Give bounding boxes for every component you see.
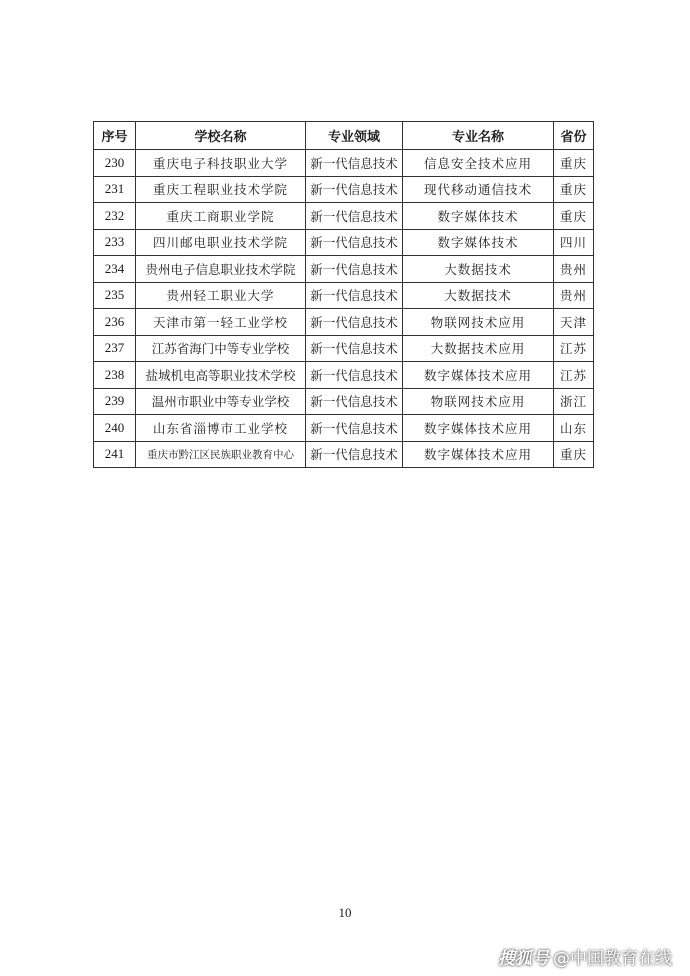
cell-province: 贵州 [554,282,594,309]
cell-major: 物联网技术应用 [403,309,554,336]
table-row [94,309,594,336]
cell-field: 新一代信息技术 [306,229,403,256]
cell-major: 大数据技术应用 [403,335,554,362]
cell-no: 236 [94,309,136,336]
watermark-text: @中国教育在线 [553,949,672,969]
cell-field: 新一代信息技术 [306,150,403,177]
table-row [94,229,594,256]
cell-no: 230 [94,150,136,177]
table-row [94,362,594,389]
table-row [94,388,594,415]
cell-field: 新一代信息技术 [306,309,403,336]
table-row [94,415,594,442]
cell-no: 238 [94,362,136,389]
cell-school: 天津市第一轻工业学校 [136,309,306,336]
cell-province: 天津 [554,309,594,336]
cell-no: 241 [94,441,136,468]
header-field: 专业领域 [306,122,403,150]
cell-school: 重庆工程职业技术学院 [136,176,306,203]
cell-province: 山东 [554,415,594,442]
cell-field: 新一代信息技术 [306,441,403,468]
cell-school: 江苏省海门中等专业学校 [136,335,306,362]
cell-major: 数字媒体技术应用 [403,415,554,442]
table-row [94,256,594,283]
cell-major: 数字媒体技术 [403,229,554,256]
cell-no: 240 [94,415,136,442]
cell-major: 现代移动通信技术 [403,176,554,203]
cell-major: 信息安全技术应用 [403,150,554,177]
cell-school: 贵州轻工职业大学 [136,282,306,309]
cell-no: 234 [94,256,136,283]
cell-major: 数字媒体技术 [403,203,554,230]
cell-field: 新一代信息技术 [306,203,403,230]
cell-school: 山东省淄博市工业学校 [136,415,306,442]
cell-school: 四川邮电职业技术学院 [136,229,306,256]
watermark-brand: 搜狐号 [498,949,549,969]
header-province: 省份 [554,122,594,150]
table-row [94,203,594,230]
watermark [498,944,672,969]
cell-province: 重庆 [554,150,594,177]
cell-school: 贵州电子信息职业技术学院 [136,256,306,283]
cell-school: 盐城机电高等职业技术学校 [136,362,306,389]
table-row [94,150,594,177]
cell-school: 温州市职业中等专业学校 [136,388,306,415]
cell-province: 浙江 [554,388,594,415]
school-list-table [93,121,594,468]
cell-province: 贵州 [554,256,594,283]
cell-field: 新一代信息技术 [306,415,403,442]
cell-field: 新一代信息技术 [306,335,403,362]
cell-field: 新一代信息技术 [306,282,403,309]
header-school: 学校名称 [136,122,306,150]
cell-no: 231 [94,176,136,203]
cell-field: 新一代信息技术 [306,388,403,415]
cell-school: 重庆电子科技职业大学 [136,150,306,177]
cell-no: 235 [94,282,136,309]
cell-province: 重庆 [554,441,594,468]
cell-major: 物联网技术应用 [403,388,554,415]
cell-major: 大数据技术 [403,282,554,309]
cell-no: 233 [94,229,136,256]
cell-province: 重庆 [554,203,594,230]
cell-major: 数字媒体技术应用 [403,441,554,468]
cell-school: 重庆工商职业学院 [136,203,306,230]
cell-major: 数字媒体技术应用 [403,362,554,389]
cell-province: 四川 [554,229,594,256]
page-number: 10 [338,905,352,920]
cell-no: 239 [94,388,136,415]
table-row [94,335,594,362]
cell-field: 新一代信息技术 [306,176,403,203]
cell-field: 新一代信息技术 [306,256,403,283]
cell-school: 重庆市黔江区民族职业教育中心 [136,441,306,468]
table-header-row [94,122,594,150]
table-row [94,282,594,309]
header-major: 专业名称 [403,122,554,150]
cell-province: 重庆 [554,176,594,203]
header-no: 序号 [94,122,136,150]
cell-no: 232 [94,203,136,230]
cell-no: 237 [94,335,136,362]
cell-province: 江苏 [554,335,594,362]
table-row [94,441,594,468]
cell-field: 新一代信息技术 [306,362,403,389]
table-row [94,176,594,203]
cell-major: 大数据技术 [403,256,554,283]
cell-province: 江苏 [554,362,594,389]
